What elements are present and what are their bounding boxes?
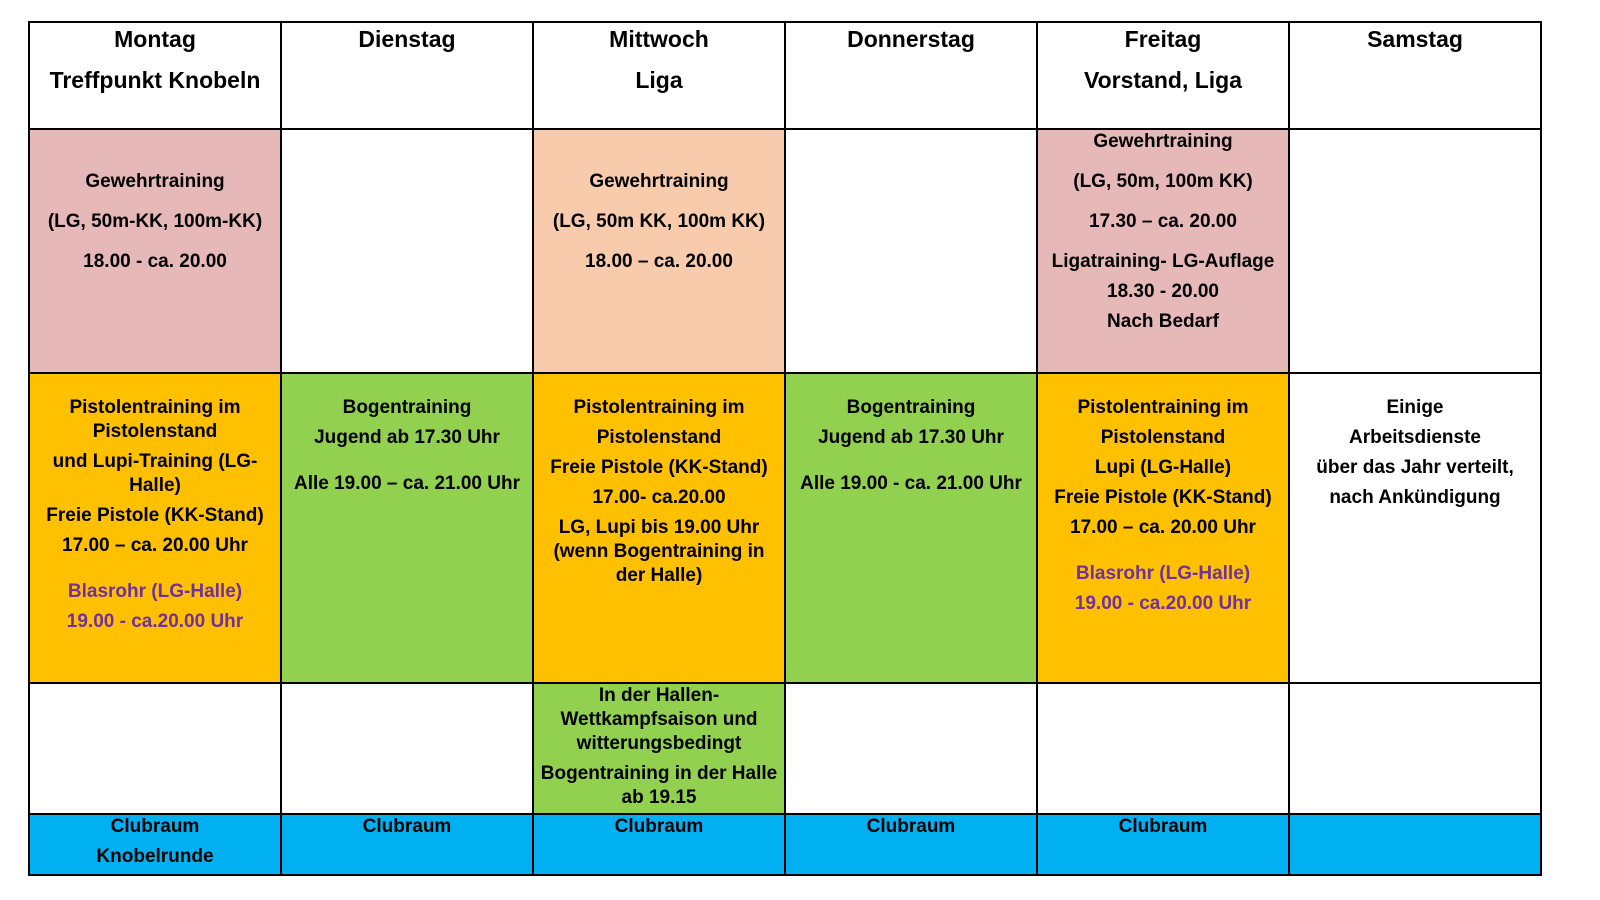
hall-row <box>29 683 1541 814</box>
rifle-cell-wednesday <box>533 129 785 373</box>
bow-all: Alle 19.00 – ca. 21.00 Uhr <box>293 473 521 494</box>
empty-cell <box>785 129 1037 373</box>
empty-cell <box>281 129 533 373</box>
league-training: Ligatraining- LG-Auflage <box>1051 251 1275 272</box>
lupi-training: und Lupi-Training (LG-Halle) <box>52 451 258 496</box>
clubroom-label: Clubraum <box>614 816 704 837</box>
free-pistol: Freie Pistole (KK-Stand) <box>46 505 264 526</box>
empty-cell <box>1289 683 1541 814</box>
lupi-training: Lupi (LG-Halle) <box>1094 457 1232 478</box>
day-subtitle: Treffpunkt Knobeln <box>49 67 261 93</box>
pistol-title: Pistolentraining im <box>573 397 745 418</box>
clubroom-label: Clubraum <box>1118 816 1208 837</box>
rifle-title: Gewehrtraining <box>589 171 729 192</box>
clubroom-cell-tuesday <box>281 814 533 875</box>
clubroom-cell-thursday <box>785 814 1037 875</box>
pistol-title: Pistolentraining im Pistolenstand <box>69 397 241 442</box>
day-name: Donnerstag <box>847 26 975 52</box>
work-duty-line: Einige <box>1386 397 1444 418</box>
lupi-note: LG, Lupi bis 19.00 Uhr (wenn Bogentraining in der Halle) <box>553 517 765 586</box>
rifle-cell-monday <box>29 129 281 373</box>
weekly-schedule-table <box>28 21 1542 876</box>
league-note: Nach Bedarf <box>1107 311 1219 332</box>
pistol-time: 17.00 – ca. 20.00 Uhr <box>62 535 248 556</box>
work-duty-line: über das Jahr verteilt, <box>1316 457 1514 478</box>
blowpipe-title: Blasrohr (LG-Halle) <box>1075 563 1251 584</box>
day-subtitle: Liga <box>635 67 683 93</box>
header-monday <box>29 22 281 129</box>
blowpipe-title: Blasrohr (LG-Halle) <box>67 581 243 602</box>
work-duty-line: Arbeitsdienste <box>1349 427 1481 448</box>
rifle-title: Gewehrtraining <box>85 171 225 192</box>
day-name: Mittwoch <box>609 26 709 52</box>
pistol-time: 17.00 – ca. 20.00 Uhr <box>1070 517 1256 538</box>
empty-cell <box>1037 683 1289 814</box>
clubroom-cell-monday <box>29 814 281 875</box>
clubroom-label: Clubraum <box>866 816 956 837</box>
header-row <box>29 22 1541 129</box>
empty-cell <box>281 683 533 814</box>
header-tuesday <box>281 22 533 129</box>
pistol-location: Pistolenstand <box>596 427 722 448</box>
day-name: Montag <box>114 26 196 52</box>
clubroom-row <box>29 814 1541 875</box>
header-saturday <box>1289 22 1541 129</box>
day-name: Freitag <box>1124 26 1202 52</box>
pistol-time: 17.00- ca.20.00 <box>592 487 726 508</box>
rifle-title: Gewehrtraining <box>1093 131 1233 152</box>
rifle-types: (LG, 50m KK, 100m KK) <box>552 211 766 232</box>
bow-cell-thursday <box>785 373 1037 683</box>
pistol-location: Pistolenstand <box>1100 427 1226 448</box>
clubroom-cell-wednesday <box>533 814 785 875</box>
pistol-title: Pistolentraining im <box>1077 397 1249 418</box>
clubroom-cell-saturday <box>1289 814 1541 875</box>
rifle-types: (LG, 50m, 100m KK) <box>1073 171 1253 192</box>
blowpipe-time: 19.00 - ca.20.00 Uhr <box>1074 593 1252 614</box>
rifle-time: 18.00 - ca. 20.00 <box>83 251 227 272</box>
clubroom-label: Clubraum <box>110 816 200 837</box>
pistol-cell-monday <box>29 373 281 683</box>
hall-season-note: In der Hallen-Wettkampfsaison und witterungsbedingt <box>560 685 758 754</box>
header-friday <box>1037 22 1289 129</box>
blowpipe-time: 19.00 - ca.20.00 Uhr <box>66 611 244 632</box>
header-wednesday <box>533 22 785 129</box>
bow-youth: Jugend ab 17.30 Uhr <box>818 427 1004 448</box>
hall-bow-training: Bogentraining in der Halle ab 19.15 <box>540 763 778 808</box>
bow-youth: Jugend ab 17.30 Uhr <box>314 427 500 448</box>
league-time: 18.30 - 20.00 <box>1107 281 1219 302</box>
pistol-cell-friday <box>1037 373 1289 683</box>
rifle-types: (LG, 50m-KK, 100m-KK) <box>47 211 263 232</box>
rifle-time: 18.00 – ca. 20.00 <box>585 251 733 272</box>
dice-round-label: Knobelrunde <box>96 846 214 867</box>
header-thursday <box>785 22 1037 129</box>
bow-title: Bogentraining <box>846 397 976 418</box>
pistol-bow-row <box>29 373 1541 683</box>
work-duty-line: nach Ankündigung <box>1329 487 1501 508</box>
empty-cell <box>785 683 1037 814</box>
clubroom-cell-friday <box>1037 814 1289 875</box>
pistol-cell-wednesday <box>533 373 785 683</box>
bow-all: Alle 19.00 - ca. 21.00 Uhr <box>800 473 1022 494</box>
rifle-time: 17.30 – ca. 20.00 <box>1089 211 1237 232</box>
day-subtitle: Vorstand, Liga <box>1083 67 1243 93</box>
work-duty-cell-saturday <box>1289 373 1541 683</box>
rifle-training-row <box>29 129 1541 373</box>
clubroom-label: Clubraum <box>362 816 452 837</box>
free-pistol: Freie Pistole (KK-Stand) <box>1054 487 1272 508</box>
empty-cell <box>1289 129 1541 373</box>
bow-title: Bogentraining <box>342 397 472 418</box>
rifle-cell-friday <box>1037 129 1289 373</box>
hall-bow-cell-wednesday <box>533 683 785 814</box>
free-pistol: Freie Pistole (KK-Stand) <box>550 457 768 478</box>
day-name: Dienstag <box>358 26 456 52</box>
bow-cell-tuesday <box>281 373 533 683</box>
day-name: Samstag <box>1367 26 1463 52</box>
empty-cell <box>29 683 281 814</box>
